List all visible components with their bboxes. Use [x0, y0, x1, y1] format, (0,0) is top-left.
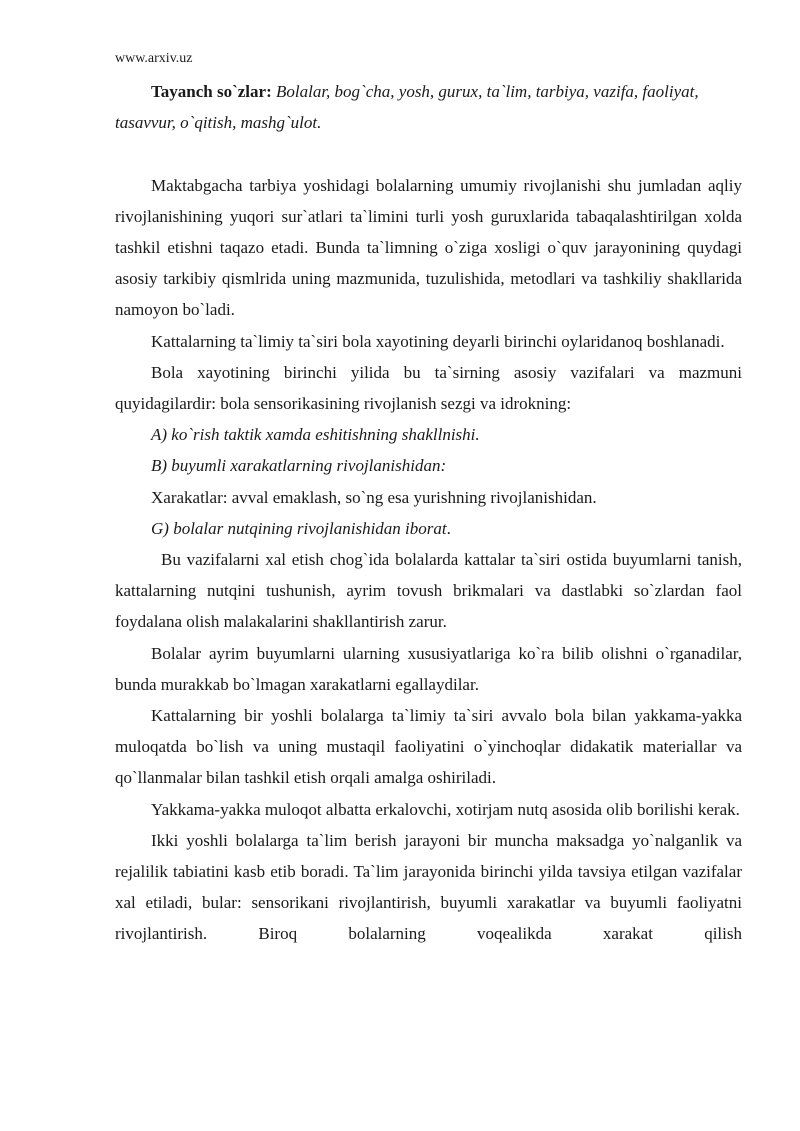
- document-body: [115, 76, 742, 950]
- list-item-g-text: G) bolalar nutqining rivojlanishidan iborat: [151, 518, 447, 538]
- list-item-a: A) ko`rish taktik xamda eshitishning shakllnishi.: [151, 425, 480, 445]
- paragraph: Kattalarning ta`limiy ta`siri bola xayotining deyarli birinchi oylaridanoq boshlanadi.: [151, 331, 725, 351]
- blank-line: [115, 138, 742, 169]
- keywords-terms: Bolalar, bog`cha, yosh, gurux, ta`lim, tarbiya, vazifa, faoliyat, tasavvur, o`qitish, mashg`ulot.: [115, 82, 699, 133]
- list-item-g: [115, 513, 742, 544]
- list-item-g-period: .: [446, 518, 451, 538]
- site-url: www.arxiv.uz: [115, 51, 193, 66]
- paragraph: Xarakatlar: avval emaklash, so`ng esa yurishning rivojlanishidan.: [151, 487, 597, 507]
- keywords-paragraph: [115, 76, 742, 138]
- keywords-label: Tayanch so`zlar:: [151, 82, 272, 101]
- paragraph: Bu vazifalarni xal etish chog`ida bolalarda kattalar ta`siri ostida buyumlarni tanish, kattalarning nutqini tushunish, ayrim tovush brikmalari va dastlabki so`zlardan faol foydalana olish malakalarini shakllantirish zarur.: [115, 550, 742, 632]
- paragraph: Kattalarning bir yoshli bolalarga ta`limiy ta`siri avvalo bola bilan yakkama-yakka muloqatda bo`lish va uning mustaqil faoliyatini o`yinchoqlar didakatik materiallar va qo`llanmalar bilan tashkil etish orqali amalga oshiriladi.: [115, 706, 742, 788]
- paragraph: Maktabgacha tarbiya yoshidagi bolalarning umumiy rivojlanishi shu jumladan aqliy rivojlanishining yuqori sur`atlari ta`limini turli yosh guruxlarida tabaqalashtirilgan xolda tashkil etishni taqazo etadi. Bunda ta`limning o`ziga xosligi o`quv jarayonining quydagi asosiy tarkibiy qismlrida uning mazmunida, tuzulishida, metodlari va tashkiliy shakllarida namoyon bo`ladi.: [115, 175, 742, 320]
- paragraph: Bolalar ayrim buyumlarni ularning xususiyatlariga ko`ra bilib olishni o`rganadilar, bunda murakkab bo`lmagan xarakatlarni egallaydilar.: [115, 643, 742, 694]
- list-item-b: B) buyumli xarakatlarning rivojlanishidan:: [151, 456, 447, 476]
- paragraph: Bola xayotining birinchi yilida bu ta`sirning asosiy vazifalari va mazmuni quyidagilardir: bola sensorikasining rivojlanish sezgi va idrokning:: [115, 362, 742, 414]
- paragraph: Ikki yoshli bolalarga ta`lim berish jarayoni bir muncha maksadga yo`nalganlik va rejalilik tabiatini kasb etib boradi. Ta`lim jarayonida birinchi yilda tavsiya etilgan vazifalar xal etiladi, bular: sensorikani rivojlantirish, buyumli xarakatlar va buyumli faoliyatni rivojlantirish. Biroq bolalarning voqealikda xarakat qilish: [115, 830, 742, 944]
- paragraph: Yakkama-yakka muloqot albatta erkalovchi, xotirjam nutq asosida olib borilishi kerak.: [151, 799, 740, 819]
